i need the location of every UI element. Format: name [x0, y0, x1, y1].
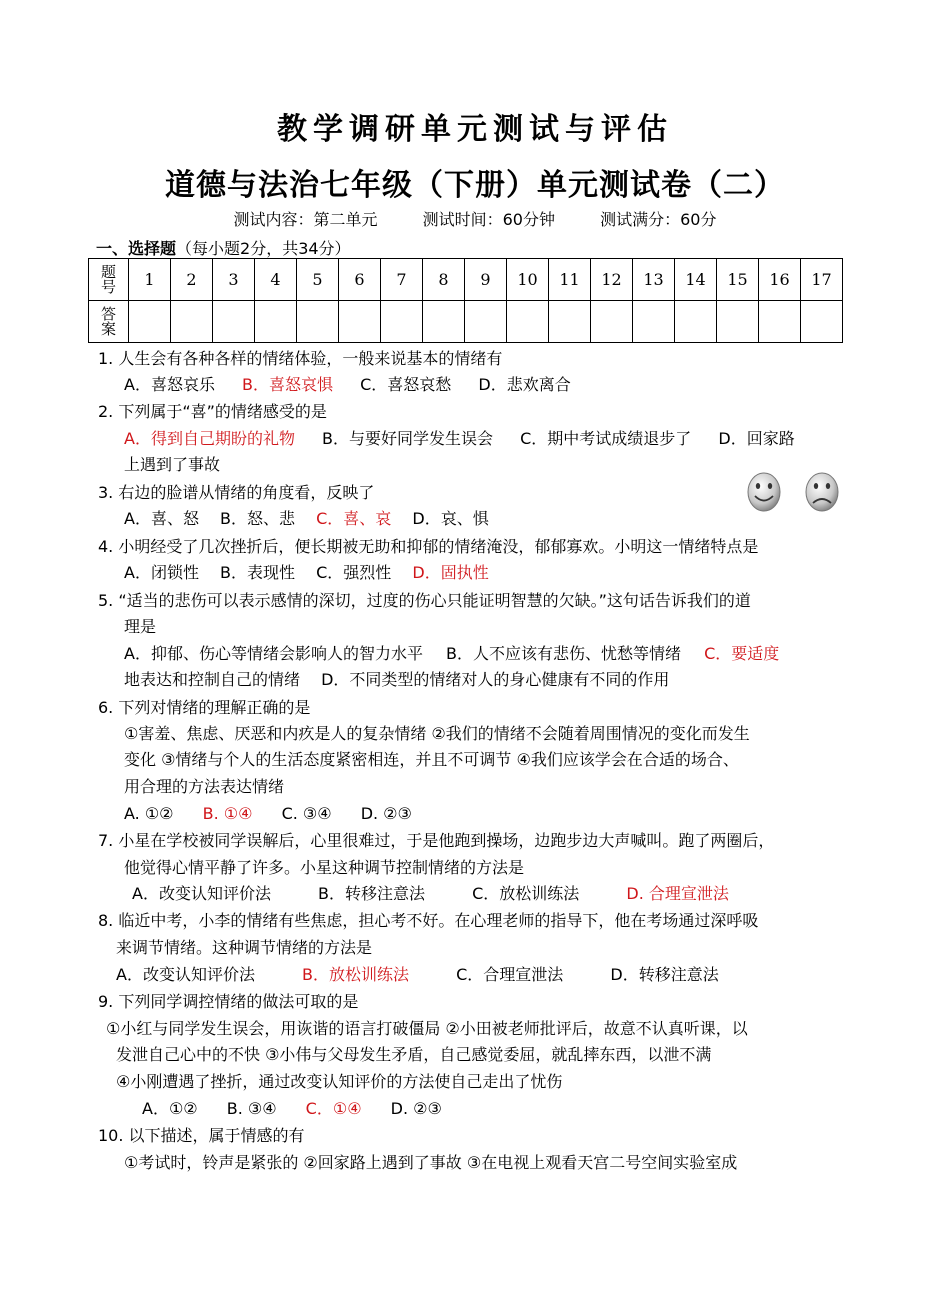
- q6-options: [124, 804, 434, 824]
- test-score: 测试满分：60分: [600, 210, 717, 229]
- q6-statement-line-1: ①害羞、焦虑、厌恶和内疚是人的复杂情绪 ②我们的情绪不会随着周围情况的变化而发生: [124, 724, 750, 743]
- section-label: 一、选择题: [96, 239, 177, 258]
- answer-cell[interactable]: [549, 301, 591, 343]
- question-number-cell: 6: [339, 259, 381, 301]
- q4-options: [124, 563, 511, 583]
- question-number-cell: 17: [801, 259, 843, 301]
- q9-stem: 9. 下列同学调控情绪的做法可取的是: [98, 992, 359, 1011]
- test-content: 测试内容：第二单元: [233, 210, 378, 229]
- q5-option-a: A．抑郁、伤心等情绪会影响人的智力水平: [124, 644, 423, 663]
- q1-stem: 1. 人生会有各种各样的情绪体验，一般来说基本的情绪有: [98, 349, 503, 368]
- q5-options: [124, 644, 779, 664]
- q3-option-d: D．哀、惧: [412, 509, 489, 528]
- q5-stem-cont: 理是: [124, 617, 157, 636]
- answer-cell[interactable]: [465, 301, 507, 343]
- q6-statement-line-2: 变化 ③情绪与个人的生活态度紧密相连，并且不可调节 ④我们应该学会在合适的场合、: [124, 750, 739, 769]
- answer-cell[interactable]: [213, 301, 255, 343]
- q10-statement-line-1: ①考试时，铃声是紧张的 ②回家路上遇到了事故 ③在电视上观看天宫二号空间实验室成: [124, 1153, 738, 1172]
- q4-option-c: C．强烈性: [316, 563, 392, 582]
- q6-statement-line-3: 用合理的方法表达情绪: [124, 777, 285, 796]
- q1-option-a: A．喜怒哀乐: [124, 375, 215, 394]
- q5-option-d: D．不同类型的情绪对人的身心健康有不同的作用: [321, 670, 670, 689]
- q6-option-d: D. ②③: [360, 804, 412, 823]
- q2-option-d: D．回家路: [718, 429, 795, 448]
- question-number-cell: 4: [255, 259, 297, 301]
- question-number-cell: 7: [381, 259, 423, 301]
- answer-cell[interactable]: [591, 301, 633, 343]
- answer-cell[interactable]: [801, 301, 843, 343]
- answer-cell[interactable]: [297, 301, 339, 343]
- q9-options: [142, 1099, 464, 1119]
- q4-option-d: D．固执性: [412, 563, 489, 582]
- sad-face-icon: [806, 473, 838, 511]
- q5-option-b: B．人不应该有悲伤、忧愁等情绪: [446, 644, 682, 663]
- question-number-cell: 13: [633, 259, 675, 301]
- question-number-cell: 10: [507, 259, 549, 301]
- q7-stem: 7. 小星在学校被同学误解后，心里很难过，于是他跑到操场，边跑步边大声喊叫。跑了两圈后，: [98, 831, 775, 850]
- q10-stem: 10. 以下描述，属于情感的有: [98, 1126, 305, 1145]
- q4-option-b: B．表现性: [220, 563, 296, 582]
- test-meta: [0, 207, 950, 230]
- question-number-cell: 14: [675, 259, 717, 301]
- row-label-answer: 答 案: [89, 301, 129, 343]
- q2-option-b: B．与要好同学发生误会: [322, 429, 494, 448]
- q8-stem-cont: 来调节情绪。这种调节情绪的方法是: [116, 938, 373, 957]
- page-title: 教学调研单元测试与评估: [277, 112, 673, 147]
- q7-option-b: B．转移注意法: [318, 884, 426, 903]
- q1-option-b: B．喜怒哀惧: [242, 375, 334, 394]
- answer-table-number-row: [89, 259, 843, 301]
- q7-option-d: D. 合理宣泄法: [626, 884, 729, 903]
- q8-stem: 8. 临近中考，小李的情绪有些焦虑，担心考不好。在心理老师的指导下，他在考场通过深呼吸: [98, 911, 759, 930]
- section-heading: [96, 236, 351, 259]
- question-number-cell: 12: [591, 259, 633, 301]
- q6-option-b: B. ①④: [202, 804, 253, 823]
- q4-option-a: A．闭锁性: [124, 563, 199, 582]
- answer-table: [88, 258, 843, 343]
- q9-statement-line-3: ④小刚遭遇了挫折，通过改变认知评价的方法使自己走出了忧伤: [116, 1072, 563, 1091]
- answer-cell[interactable]: [675, 301, 717, 343]
- q7-options: [132, 884, 751, 904]
- q4-stem: 4. 小明经受了几次挫折后，便长期被无助和抑郁的情绪淹没，郁郁寡欢。小明这一情绪特点是: [98, 537, 759, 556]
- q1-options: [124, 375, 593, 395]
- row-label-number: 题 号: [89, 259, 129, 301]
- answer-cell[interactable]: [507, 301, 549, 343]
- answer-table-answer-row: [89, 301, 843, 343]
- question-number-cell: 1: [129, 259, 171, 301]
- emotion-faces-image: [740, 462, 850, 522]
- q6-option-c: C. ③④: [281, 804, 332, 823]
- page-subtitle: 道德与法治七年级（下册）单元测试卷（二）: [165, 168, 785, 203]
- question-number-cell: 8: [423, 259, 465, 301]
- test-time: 测试时间：60分钟: [422, 210, 555, 229]
- answer-cell[interactable]: [423, 301, 465, 343]
- q5-option-c-cont: 地表达和控制自己的情绪: [124, 670, 301, 689]
- q6-stem: 6. 下列对情绪的理解正确的是: [98, 698, 311, 717]
- question-number-cell: 15: [717, 259, 759, 301]
- question-number-cell: 3: [213, 259, 255, 301]
- answer-cell[interactable]: [633, 301, 675, 343]
- q9-statement-line-2: 发泄自己心中的不快 ③小伟与父母发生矛盾，自己感觉委屈，就乱摔东西，以泄不满: [116, 1045, 712, 1064]
- question-number-cell: 9: [465, 259, 507, 301]
- q3-option-c: C．喜、哀: [316, 509, 392, 528]
- answer-cell[interactable]: [717, 301, 759, 343]
- q5-options-2: [124, 670, 669, 690]
- section-note: （每小题2分，共34分）: [176, 239, 351, 258]
- question-number-cell: 11: [549, 259, 591, 301]
- q1-option-d: D．悲欢离合: [478, 375, 571, 394]
- question-number-cell: 2: [171, 259, 213, 301]
- q8-option-d: D．转移注意法: [610, 965, 719, 984]
- q8-option-a: A．改变认知评价法: [116, 965, 255, 984]
- q2-option-a: A．得到自己期盼的礼物: [124, 429, 295, 448]
- q3-options: [124, 509, 511, 529]
- q6-option-a: A. ①②: [124, 804, 174, 823]
- q9-option-a: A．①②: [142, 1099, 198, 1118]
- q8-option-c: C．合理宣泄法: [456, 965, 564, 984]
- answer-cell[interactable]: [129, 301, 171, 343]
- q3-option-a: A．喜、怒: [124, 509, 199, 528]
- q7-stem-cont: 他觉得心情平静了许多。小星这种调节控制情绪的方法是: [124, 858, 525, 877]
- q8-option-b: B．放松训练法: [302, 965, 410, 984]
- q3-option-b: B．怒、悲: [220, 509, 296, 528]
- q8-options: [116, 965, 741, 985]
- answer-cell[interactable]: [171, 301, 213, 343]
- question-number-cell: 16: [759, 259, 801, 301]
- q2-stem: 2. 下列属于“喜”的情绪感受的是: [98, 402, 327, 421]
- answer-cell[interactable]: [381, 301, 423, 343]
- q5-stem: 5. “适当的悲伤可以表示感情的深切，过度的伤心只能证明智慧的欠缺。”这句话告诉我们的道: [98, 591, 751, 610]
- q1-option-c: C．喜怒哀愁: [360, 375, 452, 394]
- q7-option-c: C．放松训练法: [472, 884, 580, 903]
- answer-cell[interactable]: [255, 301, 297, 343]
- q5-option-c: C．要适度: [704, 644, 780, 663]
- q9-option-b: B. ③④: [226, 1099, 277, 1118]
- q3-stem: 3. 右边的脸谱从情绪的角度看，反映了: [98, 483, 375, 502]
- smiley-face-icon: [748, 473, 780, 511]
- q2-option-c: C．期中考试成绩退步了: [520, 429, 692, 448]
- q2-options: [124, 429, 795, 449]
- question-number-cell: 5: [297, 259, 339, 301]
- q2-option-d-cont: 上遇到了事故: [124, 455, 221, 474]
- q9-option-c: C．①④: [305, 1099, 362, 1118]
- q7-option-a: A．改变认知评价法: [132, 884, 271, 903]
- q9-option-d: D. ②③: [390, 1099, 442, 1118]
- q9-statement-line-1: ①小红与同学发生误会，用诙谐的语言打破僵局 ②小田被老师批评后，故意不认真听课，以: [106, 1019, 748, 1038]
- answer-cell[interactable]: [339, 301, 381, 343]
- answer-cell[interactable]: [759, 301, 801, 343]
